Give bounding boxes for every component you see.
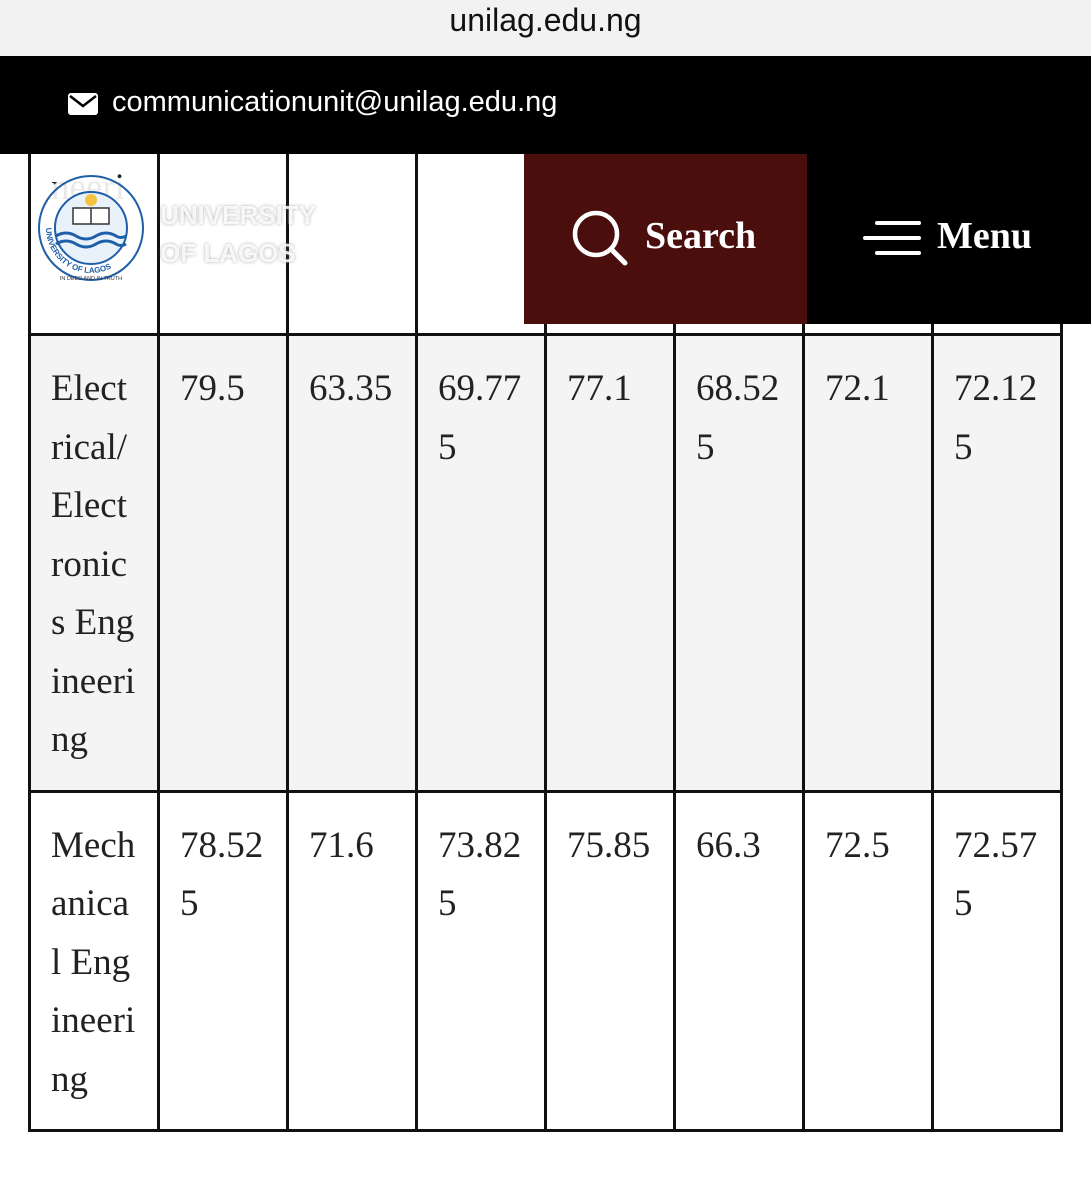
department-cell: Electrical/Electronics Engineering [30, 335, 159, 792]
score-cell: 71.6 [288, 791, 417, 1131]
logo-motto: IN DEED AND IN TRUTH [59, 276, 123, 282]
logo-line-1: UNIVERSITY [160, 200, 317, 230]
contact-email-link[interactable]: communicationunit@unilag.edu.ng [112, 86, 558, 118]
score-cell: 69.775 [417, 335, 546, 792]
menu-label: Menu [937, 215, 1032, 257]
table-row-electrical [30, 335, 1062, 792]
score-cell: 75.85 [546, 791, 675, 1131]
score-cell: 73.825 [417, 791, 546, 1131]
university-logo[interactable] [26, 168, 156, 288]
score-cell: 77.1 [546, 335, 675, 792]
department-cell: Mechanical Engineering [30, 791, 159, 1131]
score-cell: 66.3 [675, 791, 804, 1131]
score-cell: 72.5 [804, 791, 933, 1131]
score-cell: 72.575 [933, 791, 1062, 1131]
logo-wordmark[interactable] [160, 196, 350, 272]
logo-ring-text: UNIVERSITY OF LAGOS [43, 227, 113, 276]
menu-button[interactable] [807, 154, 1091, 324]
url-text: unilag.edu.ng [449, 2, 642, 38]
mail-icon [68, 93, 98, 115]
table-row-mechanical [30, 791, 1062, 1131]
search-icon [572, 210, 632, 270]
score-cell: 72.125 [933, 335, 1062, 792]
score-cell: 68.525 [675, 335, 804, 792]
score-cell: 72.1 [804, 335, 933, 792]
menu-icon [863, 220, 921, 256]
score-cell: 79.5 [159, 335, 288, 792]
browser-url-bar[interactable] [0, 0, 1091, 56]
contact-bar [0, 56, 1091, 154]
logo-line-2: OF LAGOS [160, 238, 296, 268]
score-cell: 63.35 [288, 335, 417, 792]
search-label: Search [645, 215, 757, 257]
search-button[interactable] [524, 154, 807, 324]
score-cell: 78.525 [159, 791, 288, 1131]
